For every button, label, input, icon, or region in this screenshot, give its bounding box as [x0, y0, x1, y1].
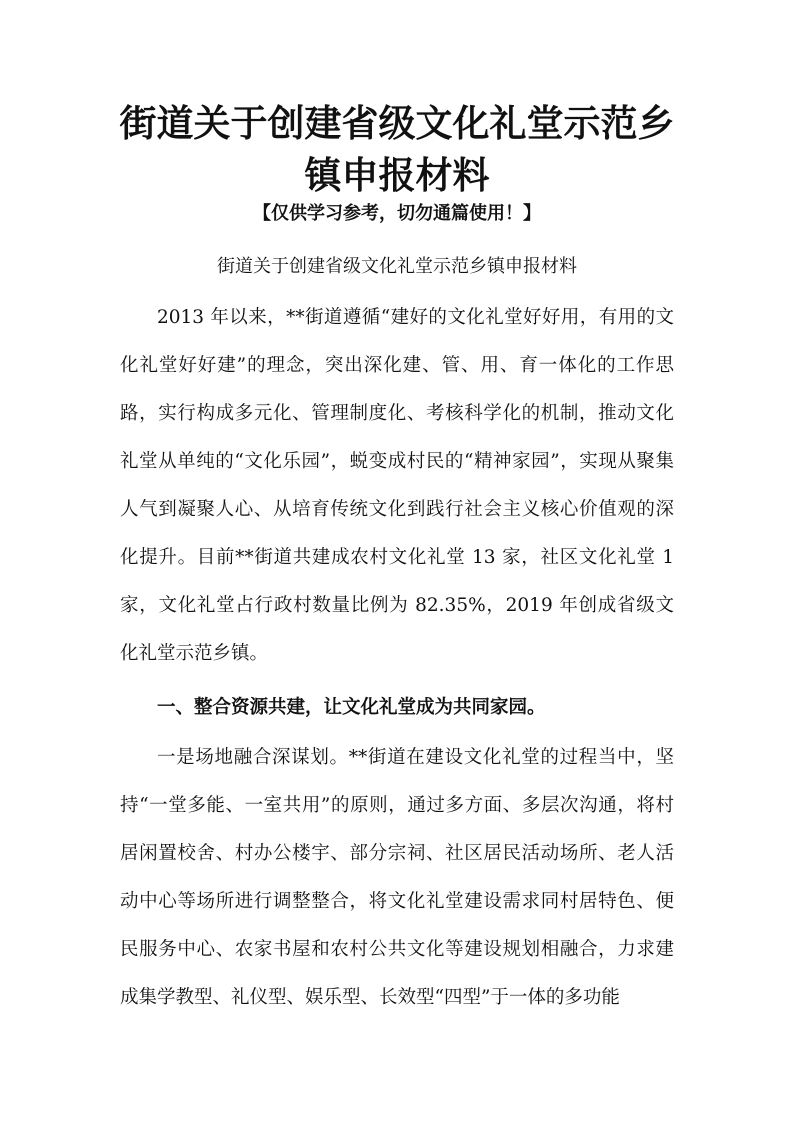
title-line-1: 街道关于创建省级文化礼堂示范乡 [119, 102, 675, 145]
document-title [100, 98, 694, 202]
paragraph-venue-integration: 一是场地融合深谋划。**街道在建设文化礼堂的过程当中，坚持“一堂多能、一室共用”的原则，通过多方面、多层次沟通，将村居闲置校舍、村办公楼宇、部分宗祠、社区居民活动场所、老人活动中心等场所进行调整整合，将文化礼堂建设需求同村居特色、便民服务中心、农家书屋和农村公共文化等建设规划相融合，力求建成集学教型、礼仪型、娱乐型、长效型“四型”于一体的多功能 [120, 747, 674, 1008]
section-heading-1: 一、整合资源共建，让文化礼堂成为共同家园。 [157, 697, 546, 718]
paragraph-intro: 2013 年以来，**街道遵循“建好的文化礼堂好好用，有用的文化礼堂好好建”的理念，突出深化建、管、用、育一体化的工作思路，实行构成多元化、管理制度化、考核科学化的机制，推动文化礼堂从单纯的“文化乐园”，蜕变成村民的“精神家园”，实现从聚集人气到凝聚人心、从培育传统文化到践行社会主义核心价值观的深化提升。目前**街道共建成农村文化礼堂 13 家，社区文化礼堂 1 家，文化礼堂占行政村数量比例为 82.35%，2019 年创成省级文化礼堂示范乡镇。 [120, 307, 674, 664]
usage-note: 【仅供学习参考，切勿通篇使用！】 [253, 203, 541, 224]
document-body [120, 294, 674, 1022]
document-subtitle: 街道关于创建省级文化礼堂示范乡镇申报材料 [217, 256, 577, 277]
title-line-2: 镇申报材料 [304, 154, 490, 197]
